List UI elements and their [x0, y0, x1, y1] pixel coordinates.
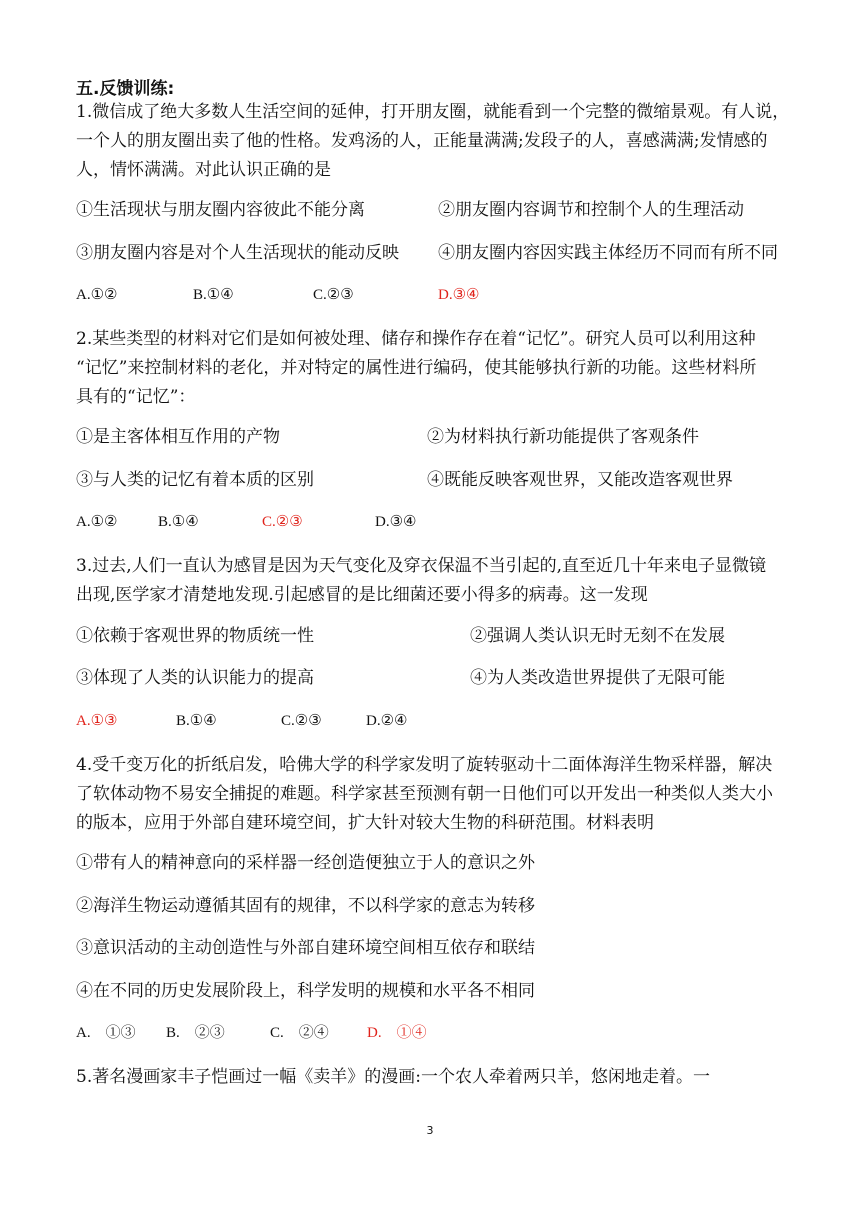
q4-option-1: ①带有人的精神意向的采样器一经创造便独立于人的意识之外: [76, 853, 535, 873]
q4-line-1: 4.受千变万化的折纸启发，哈佛大学的科学家发明了旋转驱动十二面体海洋生物采样器，解决: [76, 755, 773, 775]
q3-option-4: ④为人类改造世界提供了无限可能: [470, 668, 725, 688]
q2-line-2: “记忆”来控制材料的老化，并对特定的属性进行编码，使其能够执行新的功能。这些材料所: [76, 358, 757, 378]
q1-option-4: ④朋友圈内容因实践主体经历不同而有所不同: [438, 243, 778, 263]
q3-option-3: ③体现了人类的认识能力的提高: [76, 668, 314, 688]
q2-answer-c-correct: C.②③: [262, 514, 303, 530]
q1-answer-b: B.①④: [193, 287, 234, 303]
q3-line-1: 3.过去,人们一直认为感冒是因为天气变化及穿衣保温不当引起的,直至近几十年来电子显微镜: [76, 556, 767, 576]
q2-option-3: ③与人类的记忆有着本质的区别: [76, 470, 314, 490]
q4-answer-b: B. ②③: [166, 1025, 225, 1041]
q3-answer-b: B.①④: [176, 713, 217, 729]
q5-line-1: 5.著名漫画家丰子恺画过一幅《卖羊》的漫画:一个农人牵着两只羊，悠闲地走着。一: [76, 1067, 710, 1087]
q1-answer-d-correct: D.③④: [438, 287, 480, 303]
q2-option-4: ④既能反映客观世界，又能改造客观世界: [427, 470, 733, 490]
q1-line-2: 一个人的朋友圈出卖了他的性格。发鸡汤的人，正能量满满;发段子的人，喜感满满;发情感的: [76, 131, 768, 151]
q3-answer-d: D.②④: [366, 713, 408, 729]
q1-option-2: ②朋友圈内容调节和控制个人的生理活动: [438, 200, 744, 220]
q1-option-3: ③朋友圈内容是对个人生活现状的能动反映: [76, 243, 399, 263]
q3-answer-a-correct: A.①③: [76, 713, 118, 729]
q3-option-1: ①依赖于客观世界的物质统一性: [76, 626, 314, 646]
q2-answer-d: D.③④: [375, 514, 417, 530]
q4-line-2: 了软体动物不易安全捕捉的难题。科学家甚至预测有朝一日他们可以开发出一种类似人类大小: [76, 784, 773, 804]
q1-option-1: ①生活现状与朋友圈内容彼此不能分离: [76, 200, 365, 220]
q1-answer-a: A.①②: [76, 287, 118, 303]
q2-answer-a: A.①②: [76, 514, 118, 530]
q3-option-2: ②强调人类认识无时无刻不在发展: [470, 626, 725, 646]
q4-option-4: ④在不同的历史发展阶段上，科学发明的规模和水平各不相同: [76, 981, 535, 1001]
section-title: 五.反馈训练:: [76, 79, 175, 99]
q1-line-3: 人，情怀满满。对此认识正确的是: [76, 160, 331, 180]
q2-line-1: 2.某些类型的材料对它们是如何被处理、储存和操作存在着“记忆”。研究人员可以利用这种: [76, 329, 756, 349]
q3-answer-c: C.②③: [281, 713, 322, 729]
q3-line-2: 出现,医学家才清楚地发现.引起感冒的是比细菌还要小得多的病毒。这一发现: [76, 585, 648, 605]
q2-option-2: ②为材料执行新功能提供了客观条件: [427, 427, 699, 447]
q2-option-1: ①是主客体相互作用的产物: [76, 427, 280, 447]
q4-answer-a: A. ①③: [76, 1025, 136, 1041]
q4-option-3: ③意识活动的主动创造性与外部自建环境空间相互依存和联结: [76, 938, 535, 958]
page-number: 3: [426, 1124, 434, 1137]
q2-answer-b: B.①④: [158, 514, 199, 530]
q1-line-1: 1.微信成了绝大多数人生活空间的延伸，打开朋友圈，就能看到一个完整的微缩景观。有人说，: [76, 102, 790, 122]
q2-line-3: 具有的“记忆”：: [76, 387, 196, 407]
q4-answer-d-correct: D. ①④: [367, 1025, 427, 1041]
q1-answer-c: C.②③: [313, 287, 354, 303]
q4-line-3: 的版本，应用于外部自建环境空间，扩大针对较大生物的科研范围。材料表明: [76, 813, 654, 833]
q4-answer-c: C. ②④: [270, 1025, 329, 1041]
q4-option-2: ②海洋生物运动遵循其固有的规律，不以科学家的意志为转移: [76, 896, 535, 916]
